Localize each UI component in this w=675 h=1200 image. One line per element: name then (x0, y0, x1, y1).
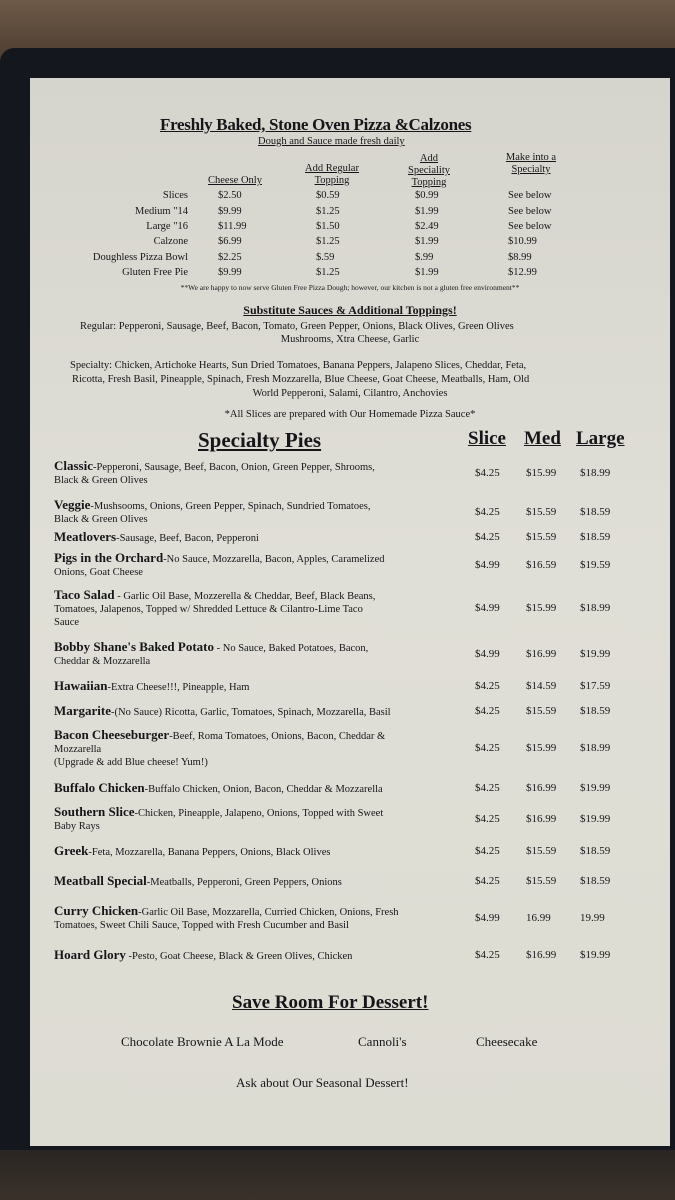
pie-price-med: $16.99 (526, 949, 557, 961)
pie-price-large: $17.59 (580, 680, 611, 692)
pizza-price-specialty: See below (508, 190, 552, 201)
pie-description: Tomatoes, Jalapenos, Topped w/ Shredded Lettuce & Cilantro-Lime Taco (54, 604, 363, 615)
pizza-row-label: Slices (162, 190, 188, 201)
pizza-row-label: Medium "14 (135, 206, 188, 217)
specialty-pie-item (54, 588, 464, 629)
pie-price-med: $15.59 (526, 506, 557, 518)
pie-price-slice: $4.99 (475, 912, 500, 924)
pie-price-slice: $4.25 (475, 875, 500, 887)
pie-price-slice: $4.99 (475, 602, 500, 614)
pie-price-med: $15.99 (526, 602, 557, 614)
pie-price-large: $18.59 (580, 845, 611, 857)
pie-description: (Upgrade & add Blue cheese! Yum!) (54, 757, 208, 768)
pie-price-slice: $4.25 (475, 705, 500, 717)
pizza-price-specialty: See below (508, 206, 552, 217)
pie-description: Black & Green Olives (54, 514, 148, 525)
pie-price-slice: $4.25 (475, 813, 500, 825)
specialty-toppings-line-2: Ricotta, Fresh Basil, Pineapple, Spinach, Fresh Mozzarella, Blue Cheese, Goat Cheese, Meatballs, Ham, Old (72, 374, 530, 385)
pie-price-large: 19.99 (580, 912, 605, 924)
menu-page (30, 78, 670, 1146)
pie-price-slice: $4.25 (475, 680, 500, 692)
pie-price-med: $15.99 (526, 467, 557, 479)
pizza-price-regular: $0.59 (316, 190, 340, 201)
specialty-pie-item (54, 844, 464, 859)
pie-price-med: $15.59 (526, 875, 557, 887)
dessert-item: Cheesecake (476, 1034, 538, 1049)
pie-price-large: $19.99 (580, 949, 611, 961)
specialty-toppings-line-3: World Pepperoni, Salami, Cilantro, Anchovies (252, 388, 448, 399)
pizza-row-label: Large "16 (146, 221, 188, 232)
pie-price-large: $18.59 (580, 875, 611, 887)
specialty-pie-item (54, 948, 464, 963)
pie-description: Baby Rays (54, 821, 100, 832)
pie-price-med: $16.99 (526, 782, 557, 794)
pizza-section-subtitle: Dough and Sauce made fresh daily (258, 136, 405, 147)
pizza-price-special: $1.99 (415, 236, 439, 247)
pie-description: -Beef, Roma Tomatoes, Onions, Bacon, Cheddar & (169, 731, 386, 742)
pizza-price-special: $0.99 (415, 190, 439, 201)
pie-price-large: $19.59 (580, 559, 611, 571)
pie-price-large: $18.99 (580, 467, 611, 479)
pie-price-large: $18.59 (580, 506, 611, 518)
seasonal-dessert-note: Ask about Our Seasonal Dessert! (236, 1075, 409, 1090)
pie-description: -Garlic Oil Base, Mozzarella, Curried Chicken, Onions, Fresh (138, 907, 399, 918)
pizza-price-specialty: $10.99 (508, 236, 537, 247)
pizza-price-cheese: $2.50 (218, 190, 242, 201)
pie-name: Curry Chicken (54, 903, 139, 918)
pie-description: -Pesto, Goat Cheese, Black & Green Olives, Chicken (125, 951, 353, 962)
pie-description: -Mushsooms, Onions, Green Pepper, Spinach, Sundried Tomatoes, (90, 501, 371, 512)
pie-description: -Meatballs, Pepperoni, Green Peppers, Onions (146, 877, 342, 888)
pie-name: Veggie (54, 497, 91, 512)
pie-name: Greek (54, 843, 89, 858)
pie-name: Meatlovers (54, 529, 117, 544)
pie-price-slice: $4.25 (475, 467, 500, 479)
pie-price-med: $16.59 (526, 559, 557, 571)
pizza-price-special: $.99 (415, 252, 434, 263)
pie-price-med: $15.59 (526, 705, 557, 717)
specialty-pie-item (54, 781, 464, 796)
specialty-pie-item (54, 498, 464, 526)
specialty-pie-item (54, 904, 464, 932)
pie-price-large: $19.99 (580, 813, 611, 825)
pie-description: -Feta, Mozzarella, Banana Peppers, Onions, Black Olives (88, 847, 331, 858)
pie-name: Bobby Shane's Baked Potato (54, 639, 215, 654)
dessert-item: Chocolate Brownie A La Mode (121, 1034, 284, 1049)
specialty-pie-item (54, 551, 464, 579)
pizza-row-label: Calzone (153, 236, 188, 247)
pizza-price-regular: $1.25 (316, 206, 340, 217)
pie-price-med: $15.59 (526, 845, 557, 857)
pie-name: Buffalo Chicken (54, 780, 145, 795)
specialty-pie-item (54, 640, 464, 668)
pie-price-slice: $4.25 (475, 506, 500, 518)
pie-name: Hawaiian (54, 678, 108, 693)
pizza-price-regular: $1.25 (316, 267, 340, 278)
pie-price-large: $18.59 (580, 705, 611, 717)
pizza-price-cheese: $6.99 (218, 236, 242, 247)
pie-description: - Garlic Oil Base, Mozzerella & Cheddar, Beef, Black Beans, (114, 591, 376, 602)
pie-price-med: $15.99 (526, 742, 557, 754)
dessert-title: Save Room For Dessert! (232, 992, 429, 1013)
specialty-pie-item (54, 874, 464, 889)
pie-name: Hoard Glory (54, 947, 126, 962)
dessert-item: Cannoli's (358, 1034, 407, 1049)
pie-price-slice: $4.25 (475, 742, 500, 754)
pie-price-med: $16.99 (526, 813, 557, 825)
pie-price-large: $19.99 (580, 648, 611, 660)
pizza-price-cheese: $9.99 (218, 206, 242, 217)
pie-price-slice: $4.25 (475, 531, 500, 543)
pie-name: Taco Salad (54, 587, 115, 602)
pie-name: Southern Slice (54, 804, 135, 819)
pie-name: Meatball Special (54, 873, 147, 888)
pie-description: Mozzarella (54, 744, 102, 755)
pie-description: Onions, Goat Cheese (54, 567, 143, 578)
pizza-row-label: Doughless Pizza Bowl (92, 252, 188, 263)
pizza-section-title: Freshly Baked, Stone Oven Pizza &Calzones (160, 115, 472, 134)
specialty-pie-item (54, 459, 464, 487)
pie-description: Black & Green Olives (54, 475, 148, 486)
pie-description: Tomatoes, Sweet Chili Sauce, Topped with Fresh Cucumber and Basil (54, 920, 349, 931)
pie-description: Cheddar & Mozzarella (54, 656, 151, 667)
specialty-pie-item (54, 530, 464, 545)
pizza-price-cheese: $2.25 (218, 252, 242, 263)
pie-price-slice: $4.25 (475, 782, 500, 794)
pizza-price-cheese: $9.99 (218, 267, 242, 278)
pie-description: -Buffalo Chicken, Onion, Bacon, Cheddar & Mozzarella (144, 784, 383, 795)
specialty-pie-item (54, 805, 464, 833)
pie-price-med: $15.59 (526, 531, 557, 543)
pie-price-med: 16.99 (526, 912, 551, 924)
col-header-large: Large (576, 428, 625, 449)
col-header-make-into-specialty: Make into a Specialty (505, 152, 557, 175)
slices-sauce-note: *All Slices are prepared with Our Homemade Pizza Sauce* (224, 409, 476, 420)
col-header-slice: Slice (468, 428, 506, 449)
pie-price-large: $19.99 (580, 782, 611, 794)
pizza-price-special: $2.49 (415, 221, 439, 232)
pie-price-slice: $4.25 (475, 949, 500, 961)
pizza-price-regular: $1.50 (316, 221, 340, 232)
pizza-price-special: $1.99 (415, 206, 439, 217)
col-header-cheese-only: Cheese Only (208, 175, 262, 186)
pie-description: -Pepperoni, Sausage, Beef, Bacon, Onion, Green Pepper, Shrooms, (93, 462, 375, 473)
pizza-price-special: $1.99 (415, 267, 439, 278)
pizza-price-regular: $1.25 (316, 236, 340, 247)
specialty-pies-title: Specialty Pies (198, 428, 322, 452)
pie-description: -Chicken, Pineapple, Jalapeno, Onions, Topped with Sweet (134, 808, 384, 819)
gluten-free-note: **We are happy to now serve Gluten Free Pizza Dough; however, our kitchen is not a gluten free environment** (180, 283, 520, 292)
col-header-add-regular-topping: Add Regular Topping (305, 163, 359, 186)
specialty-pie-item (54, 704, 464, 719)
pie-description: - No Sauce, Baked Potatoes, Bacon, (214, 643, 369, 654)
pie-price-med: $14.59 (526, 680, 557, 692)
regular-toppings-line-2: Mushrooms, Xtra Cheese, Garlic (280, 334, 420, 345)
pie-name: Bacon Cheeseburger (54, 727, 170, 742)
pie-price-slice: $4.99 (475, 559, 500, 571)
pie-description: -No Sauce, Mozzarella, Bacon, Apples, Caramelized (163, 554, 385, 565)
pie-price-large: $18.99 (580, 602, 611, 614)
pie-price-large: $18.99 (580, 742, 611, 754)
specialty-pie-item (54, 679, 464, 694)
pie-description: -(No Sauce) Ricotta, Garlic, Tomatoes, Spinach, Mozzarella, Basil (111, 707, 391, 718)
pizza-price-cheese: $11.99 (218, 221, 247, 232)
col-header-med: Med (524, 428, 561, 449)
specialty-pie-item (54, 728, 464, 769)
pie-price-slice: $4.99 (475, 648, 500, 660)
pizza-row-label: Gluten Free Pie (122, 267, 188, 278)
pizza-price-specialty: $8.99 (508, 252, 532, 263)
pie-price-med: $16.99 (526, 648, 557, 660)
pie-name: Classic (54, 458, 93, 473)
pie-name: Margarite (54, 703, 112, 718)
pie-description: -Sausage, Beef, Bacon, Pepperoni (116, 533, 259, 544)
pie-price-slice: $4.25 (475, 845, 500, 857)
pie-name: Pigs in the Orchard (54, 550, 164, 565)
pie-description: Sauce (54, 617, 80, 628)
pie-description: -Extra Cheese!!!, Pineapple, Ham (107, 682, 250, 693)
toppings-title: Substitute Sauces & Additional Toppings! (243, 303, 457, 317)
col-header-add-speciality-topping: Add Speciality Topping (408, 153, 450, 188)
specialty-toppings-line-1: Specialty: Chicken, Artichoke Hearts, Sun Dried Tomatoes, Banana Peppers, Jalapeno Slices, Cheddar, Feta, (70, 360, 527, 371)
pizza-price-specialty: See below (508, 221, 552, 232)
regular-toppings-line-1: Regular: Pepperoni, Sausage, Beef, Bacon, Tomato, Green Pepper, Onions, Black Olives, Green Olives (80, 321, 514, 332)
pie-price-large: $18.59 (580, 531, 611, 543)
pizza-price-specialty: $12.99 (508, 267, 537, 278)
pizza-price-regular: $.59 (316, 252, 335, 263)
table-surface-bottom (0, 1150, 675, 1200)
